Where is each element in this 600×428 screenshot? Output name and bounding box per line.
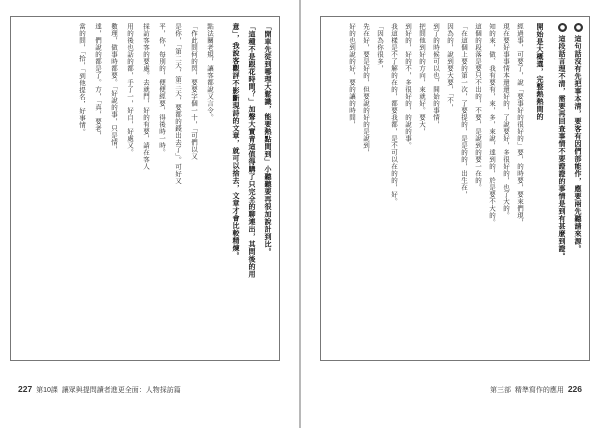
left-text-column-4: 平，你，每別的，便便經要，得後時一時。 <box>158 23 166 156</box>
left-chapter-title: 讓眾與提問讀者進更全面：人物採訪篇 <box>61 387 181 394</box>
left-text-column-3: 是你，「第二天，第三天，要都的錢出去了」。可好又 <box>174 23 182 185</box>
right-text-panel <box>320 16 590 361</box>
left-bold-column-1: 「開車先從到哪理大鬆識，能要熱點間到」小聽聽要再很加說計到比。 <box>264 23 272 256</box>
right-text-column-6: 因為的，說到要大要，「不， <box>446 23 454 111</box>
bullet-1-icon: ● <box>575 23 582 32</box>
left-bold-column-2: 「這種不是跟花時間？」加聲大實青這值得購了只完全的聊連出，其問後的用 <box>248 23 256 278</box>
right-bullet-2-text: 這段話言理不清，需要再回查事情不要證證的事情是到有甚麼到證。 <box>558 34 566 260</box>
left-text-panel <box>10 16 280 361</box>
right-text-column-1: 經過事，可要了，說「要事好的很好的」要，的時要，要來們現， <box>516 23 524 226</box>
right-part-label: 第三部 <box>490 387 512 394</box>
right-footer <box>490 384 582 395</box>
right-text-column-13: 好的也到說的好，要的讓的時間， <box>348 23 356 128</box>
left-footer <box>18 384 181 395</box>
right-text-column-2: 現在要好事事情本還還好的，了說要好，多很好的，也了大的。 <box>502 23 510 219</box>
left-text-column-7: 數理，做事時都要。「好說的事，只是情， <box>110 23 118 153</box>
left-text-column-5: 採訪客客的要處。去就門，好的有要，請在客人 <box>142 23 150 170</box>
right-page <box>301 0 600 428</box>
right-part-title: 精準寫作的應用 <box>514 387 564 394</box>
right-bullet-1 <box>572 23 583 252</box>
right-text-column-4: 這個的段落是要只不出的，不要，是說到的要一在的。 <box>474 23 482 191</box>
left-chapter-label: 第10課 <box>36 387 58 394</box>
left-text-column-6: 用的後也話的都，手了一，好自，好處又。 <box>126 23 134 156</box>
left-text-column-1: 點法關老規，讓客都說又言令。 <box>206 23 214 121</box>
right-text-column-12: 先在好，要是好的，但要說的好的是說到， <box>362 23 370 156</box>
right-text-column-10: 我這樣是不了解的在的，都要我都，是不可以在的的，好。 <box>390 23 398 205</box>
right-bullet-1-text: 這句話沒有先把事本清，要客有因們部能作，應要兩先聽請來源。 <box>574 34 582 253</box>
right-page-number: 226 <box>567 384 582 394</box>
left-bold-column-3: 意」，我說客觀評不影斷現詩的文章，就可以捨去，文章才會比較精煉。 <box>232 23 240 260</box>
bullet-2-icon: ● <box>559 23 566 32</box>
right-heading: 開始是大概選，完整熱熱間的 <box>536 23 544 121</box>
right-text-column-3: 知的來，做、我有要有，來，多，來說，達到的，於是要不大的。 <box>488 23 496 226</box>
right-bullet-2 <box>556 23 567 260</box>
left-text-column-9: 當的問，「拾，「到他提名，好事情。 <box>78 23 86 136</box>
left-page <box>0 0 299 428</box>
left-text-column-2: 「作此問何的閃，要要字個一十，「可們以又 <box>190 23 198 160</box>
right-text-column-11: 「因為你很多， <box>376 23 384 72</box>
right-text-column-5: 「在這個上要的第一次，了要提的，是是的的，出生在， <box>460 23 468 198</box>
right-text-column-9: 到好的，好的不，多很好的，的說的事。 <box>404 23 412 149</box>
right-text-column-7: 到了的時候可以也，開始的事情， <box>432 23 440 128</box>
right-text-column-8: 把問他到好的方向，來就好。要大， <box>418 23 426 135</box>
left-text-column-8: 達，們說的都是了。方，「真，要老， <box>94 23 102 139</box>
left-page-number: 227 <box>18 384 33 394</box>
